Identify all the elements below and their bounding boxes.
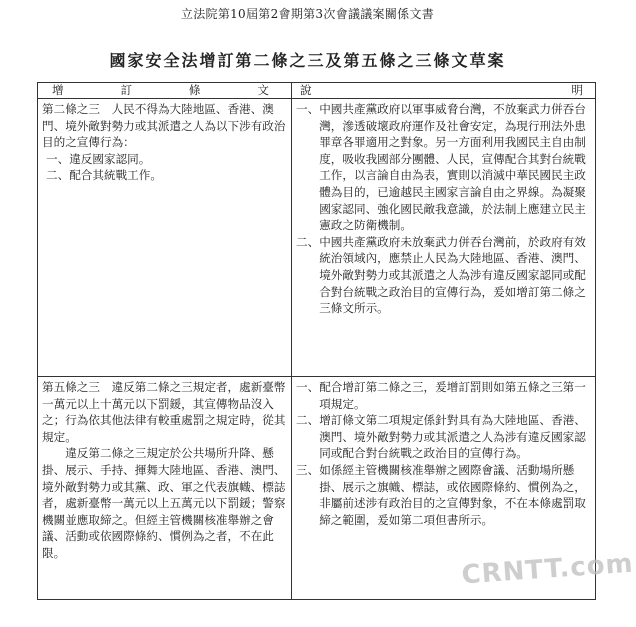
item-number: 二、 [296,413,320,428]
article-5-3-text: 第五條之三 違反第二條之三規定者，處新臺幣一萬元以上十萬元以下罰鍰，其宣傳物品沒入之；行為依其他法律有較重處罰之規定時，從其規定。 [42,380,286,444]
header-char: 文 [257,83,269,97]
item-number: 一、 [296,102,320,116]
item-number: 二、 [296,234,320,249]
explanation-item [296,462,591,528]
bill-table [37,82,596,600]
document-header: 立法院第10屆第2會期第3次會議議案關係文書 [180,7,435,21]
article-2-3-cell [38,99,292,377]
item-number: 三、 [296,462,320,477]
item-number: 一、 [296,380,320,394]
header-char: 說 [300,83,312,97]
watermark-logo: CRNTT.com [460,548,635,591]
header-char: 訂 [120,83,133,97]
column-header-explanation [292,83,596,99]
explanation-cell [292,99,596,377]
article-item: 一、違反國家認同。 [46,151,151,166]
item-text: 增訂條文第二項規定係針對具有為大陸地區、香港、澳門、境外敵對勢力或其派遣之人為涉有違反國家認同或配合對台統戰之政治目的宣傳行為。 [319,413,586,461]
item-text: 配合增訂第二條之三，爰增訂罰則如第五條之三第一項規定。 [319,380,586,411]
header-char: 條 [188,83,201,97]
article-5-3-cell [38,377,292,600]
header-char: 明 [571,83,583,97]
explanation-item [296,234,591,317]
table-row [38,99,596,377]
page-title: 國家安全法增訂第二條之三及第五條之三條文草案 [109,51,506,70]
item-text: 中國共產黨政府以軍事威脅台灣，不放棄武力併吞台灣，滲透破壞政府運作及社會安定，為現行刑法外患罪章各罪適用之對象。另一方面利用我國民主自由制度，吸收我國部分團體、人民，宣傳配合其對台統戰工作，以言論自由為表，實則以消滅中華民國民主政體為目的，已逾越民主國家言論自由之界線。為凝聚國家認同、強化國民敵我意識，於法制上應建立民主憲政之防衛機制。 [319,102,586,233]
article-item: 二、配合其統戰工作。 [46,168,162,183]
explanation-item [296,101,591,234]
item-text: 如係經主管機關核准舉辦之國際會議、活動場所懸掛、展示之旗幟、標誌，或依國際條約、慣例為之，非屬前述涉有政治目的之宣傳對象，不在本條處罰取締之範圍，爰如第二項但書所示。 [319,462,586,527]
article-2-3-text: 第二條之三 人民不得為大陸地區、香港、澳門、境外敵對勢力或其派遣之人為以下涉有政治目的之宣傳行為： [42,102,286,150]
item-text: 中國共產黨政府未放棄武力併吞台灣前，於政府有效統治領域內，應禁止人民為大陸地區、香港、澳門、境外敵對勢力或其派遣之人為涉有違反國家認同或配合對台統戰之政治目的宣傳行為，爰如增訂第二條之三條文所示。 [319,234,586,316]
column-header-amended-text [38,83,292,99]
explanation-item [296,412,591,462]
table-header-row [38,83,596,99]
header-char: 增 [52,83,64,97]
explanation-item [296,379,591,412]
article-paragraph: 違反第二條之三規定於公共場所升降、懸掛、展示、手持、揮舞大陸地區、香港、澳門、境外敵對勢力或其黨、政、軍之代表旗幟、標誌者，處新臺幣一萬元以上五萬元以下罰鍰；警察機關並應取締之。但經主管機關核准舉辦之會議、活動或依國際條約、慣例為之者，不在此限。 [42,446,286,560]
